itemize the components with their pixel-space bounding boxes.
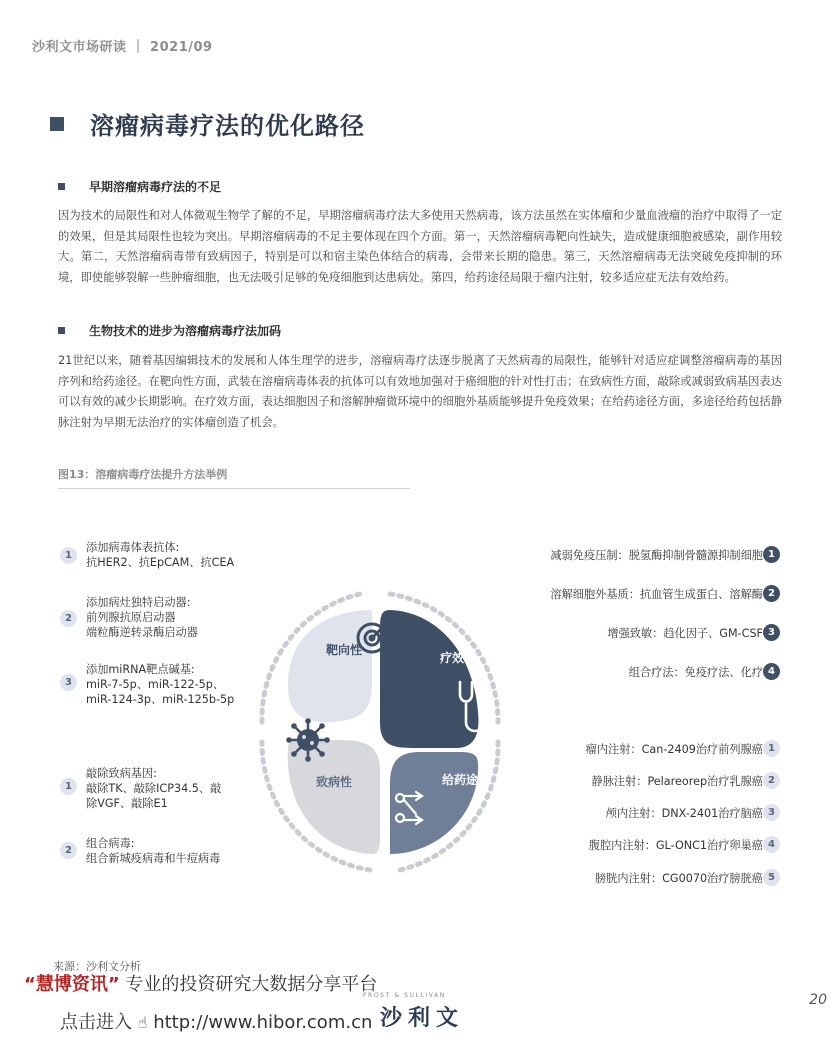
- virus-icon: [286, 718, 330, 762]
- bullet-square-icon: [58, 327, 65, 334]
- section-heading-2-text: 生物技术的进步为溶瘤病毒疗法加码: [89, 324, 282, 338]
- hand-pointer-icon: ☝: [137, 1013, 148, 1032]
- delivery-item-1: 瘤内注射：Can-2409治疗前列腺癌: [585, 743, 763, 756]
- quadrant-delivery: [390, 752, 478, 854]
- frost-sullivan-text: FROST & SULLIVAN: [363, 992, 446, 999]
- efficacy-item-2: 溶解细胞外基质：抗血管生成蛋白、溶解酶: [550, 588, 763, 601]
- footer-banner: [24, 970, 377, 996]
- delivery-item-4-number: 4: [763, 836, 780, 853]
- section-heading-1-text: 早期溶瘤病毒疗法的不足: [89, 180, 222, 194]
- targeting-item-1-line-1: 添加病毒体表抗体:: [86, 541, 180, 554]
- label-pathogenicity: 致病性: [315, 775, 353, 789]
- efficacy-item-3: 增强致敏：趋化因子、GM-CSF: [607, 627, 763, 640]
- efficacy-item-4-number: 4: [763, 663, 780, 680]
- pathogenicity-item-1-number: 1: [60, 778, 77, 795]
- targeting-item-1-number: 1: [60, 547, 77, 564]
- pathogenicity-item-2-line-1: 组合病毒:: [86, 837, 135, 850]
- delivery-item-2: 静脉注射：Pelareorep治疗乳腺癌: [591, 775, 763, 788]
- efficacy-item-4: 组合疗法：免疫疗法、化疗: [628, 666, 763, 679]
- targeting-item-2-number: 2: [60, 610, 77, 627]
- targeting-item-2-line-2: 前列腺抗原启动器: [86, 611, 176, 624]
- targeting-item-3-line-1: 添加miRNA靶点碱基:: [86, 663, 195, 676]
- section-2-paragraph: 21世纪以来，随着基因编辑技术的发展和人体生理学的进步，溶瘤病毒疗法逐步脱离了天然病毒的局限性，能够针对适应症调整溶瘤病毒的基因序列和给药途径。在靶向性方面，武装在溶瘤病毒体表的抗体可以有效地加强对于癌细胞的针对性打击；在致病性方面，敲除或减弱致病基因表达可以有效的减少长期影响。在疗效方面，表达细胞因子和溶解肿瘤微环境中的细胞外基质能够提升免疫效果；在给药途径方面，多途径给药包括静脉注射为早期无法治疗的实体瘤创造了机会。: [58, 354, 782, 429]
- page-title-text: 溶瘤病毒疗法的优化路径: [90, 112, 365, 140]
- diagram: [240, 572, 520, 892]
- targeting-item-2-line-1: 添加病灶独特启动器:: [86, 596, 191, 609]
- targeting-item-1-line-2: 抗HER2、抗EpCAM、抗CEA: [86, 556, 235, 569]
- section-heading-2: [58, 322, 281, 339]
- efficacy-item-1-number: 1: [763, 546, 780, 563]
- title-square-icon: [50, 117, 64, 131]
- report-header: 沙利文市场研读 ｜ 2021/09: [32, 40, 213, 55]
- targeting-item-2: [86, 595, 198, 640]
- pathogenicity-item-2-number: 2: [60, 842, 77, 859]
- banner-brand: “慧博资讯”: [24, 974, 120, 995]
- delivery-item-5: 膀胱内注射：CG0070治疗膀胱癌: [594, 872, 763, 885]
- delivery-item-5-number: 5: [763, 869, 780, 886]
- delivery-item-2-number: 2: [763, 772, 780, 789]
- label-targeting: 靶向性: [325, 643, 363, 657]
- pathogenicity-item-1-line-2: 敲除TK、敲除ICP34.5、敲: [86, 782, 222, 795]
- targeting-item-3-line-3: miR-124-3p、miR-125b-5p: [86, 693, 235, 706]
- brand-logo: 沙利文: [380, 1006, 465, 1031]
- pathogenicity-item-1: [86, 766, 221, 811]
- footer-link[interactable]: [60, 1008, 372, 1034]
- bullet-square-icon: [58, 183, 65, 190]
- label-efficacy: 疗效: [439, 651, 465, 665]
- footer-url[interactable]: http://www.hibor.com.cn: [153, 1012, 373, 1033]
- pathogenicity-item-2-line-2: 组合新城疫病毒和牛痘病毒: [86, 852, 221, 865]
- figure-rule: [58, 488, 410, 489]
- efficacy-item-3-number: 3: [763, 624, 780, 641]
- pathogenicity-item-2: [86, 836, 220, 866]
- targeting-item-3-number: 3: [60, 674, 77, 691]
- figure-caption: 图13：溶瘤病毒疗法提升方法举例: [58, 468, 228, 481]
- efficacy-item-1: 减弱免疫压制：脱氢酶抑制骨髓源抑制细胞: [550, 549, 763, 562]
- pathogenicity-item-1-line-3: 除VGF、敲除E1: [86, 797, 168, 810]
- section-heading-1: [58, 178, 221, 195]
- targeting-item-3-line-2: miR-7-5p、miR-122-5p、: [86, 678, 225, 691]
- source-note: 来源：沙利文分析: [53, 960, 141, 973]
- banner-text: 专业的投资研究大数据分享平台: [125, 974, 378, 995]
- click-text: 点击进入: [60, 1012, 132, 1033]
- delivery-item-3-number: 3: [763, 804, 780, 821]
- targeting-item-2-line-3: 端粒酶逆转录酶启动器: [86, 626, 198, 639]
- delivery-item-1-number: 1: [763, 740, 780, 757]
- pathogenicity-item-1-line-1: 敲除致病基因:: [86, 767, 157, 780]
- targeting-item-1: [86, 540, 234, 570]
- section-1-paragraph: 因为技术的局限性和对人体微观生物学了解的不足，早期溶瘤病毒疗法大多使用天然病毒，该方法虽然在实体瘤和少量血液瘤的治疗中取得了一定的效果，但是其局限性也较为突出。早期溶瘤病毒的不足主要体现在四个方面。第一，天然溶瘤病毒靶向性缺失，造成健康细胞被感染，副作用较大。第二，天然溶瘤病毒带有致病因子，特别是可以和宿主染色体结合的病毒，会带来长期的隐患。第三，天然溶瘤病毒无法突破免疫抑制的环境，即使能够裂解一些肿瘤细胞，也无法吸引足够的免疫细胞到达患病处。第四，给药途径局限于瘤内注射，较多适应症无法有效给药。: [58, 209, 782, 284]
- page-title: [50, 106, 365, 141]
- efficacy-item-2-number: 2: [763, 585, 780, 602]
- page-number: 20: [809, 992, 827, 1008]
- delivery-item-3: 颅内注射：DNX-2401治疗脑癌: [605, 807, 763, 820]
- label-delivery: 给药途径: [441, 773, 491, 787]
- targeting-item-3: [86, 662, 234, 707]
- delivery-item-4: 腹腔内注射：GL-ONC1治疗卵巢癌: [588, 839, 763, 852]
